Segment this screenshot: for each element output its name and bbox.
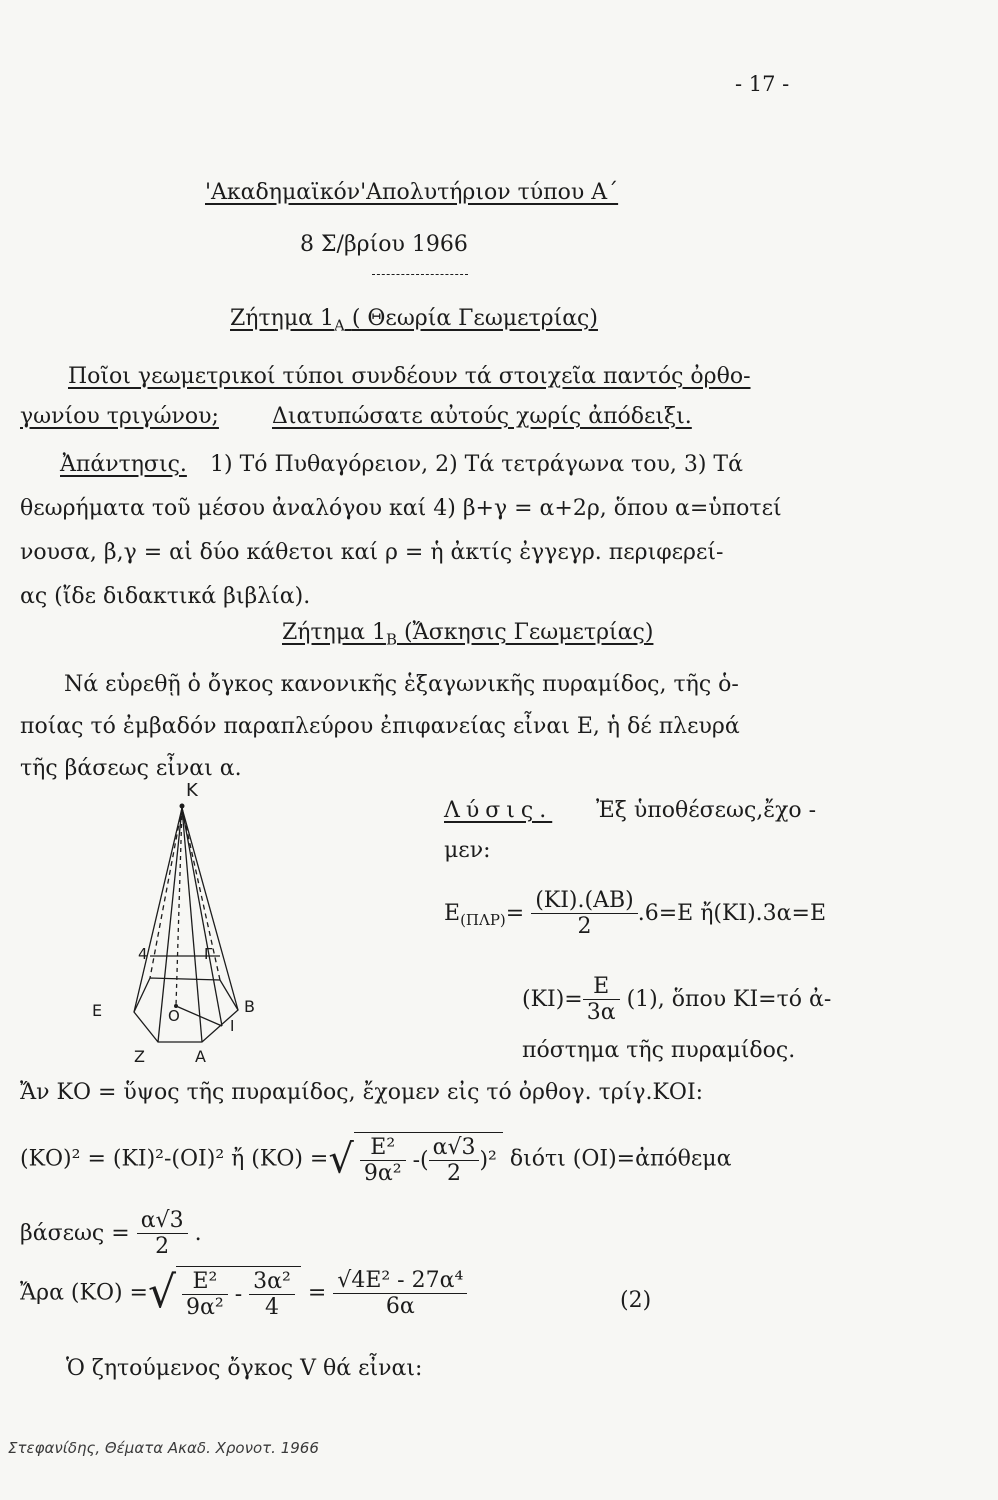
diagram-label-k: Κ [186,780,198,801]
problem-1b-line2: ποίας τό ἐμβαδόν παραπλεύρου ἐπιφανείας εἶναι Ε, ἡ δέ πλευρά [20,714,740,739]
problem-1a-question-line1: Ποῖοι γεωμετρικοί τύποι συνδέουν τά στοιχεῖα παντός ὀρθο- [68,364,751,389]
problem-1a-question-line2a: γωνίου τριγώνου; [20,404,219,429]
final-line: Ὁ ζητούμενος ὄγκος V θά εἶναι: [66,1356,423,1381]
equation-3: (ΚΟ)² = (ΚΙ)²-(ΟΙ)² ἤ (ΚΟ) =√ $\frac{\text{Ε²}}{\text{9α²}}$ -( $\frac{\alpha√3}{2}$ )² διότι (ΟΙ)=ἀπόθεμα [20,1132,731,1187]
diagram-label-i: Ι [230,1017,235,1035]
solution-intro-a: Ἐξ ὑποθέσεως,ἔχο - [596,798,817,823]
problem-1a-heading: Ζήτημα $1_A$ ( Θεωρία Γεωμετρίας) [230,306,598,335]
diagram-label-a: Α [195,1047,206,1066]
exam-title: 'Ακαδημαϊκόν'Απολυτήριον τύπου Α΄ [205,180,619,205]
equation-2: (ΚΙ)= $\frac{E}{3\alpha}$ (1), ὅπου ΚΙ=τό ἀ- [522,974,832,1026]
handwritten-footer: Στεφανίδης, Θέματα Ακαδ. Χρονοτ. 1966 [8,1439,319,1457]
problem-1b-heading: Ζήτημα $1_B$ (Ἄσκησις Γεωμετρίας) [282,620,654,649]
answer-label: Ἀπάντησις. [60,452,187,477]
diagram-label-o: Ο [168,1007,180,1025]
divider [372,274,468,275]
equation-2-continued: πόστημα τῆς πυραμίδος. [522,1038,796,1063]
diagram-label-z: Ζ [134,1047,145,1066]
diagram-label-b: Β [244,997,255,1016]
equation-4: βάσεως = $\frac{\alpha√3}{2}$ . [20,1208,202,1260]
equation-1: $E_{(\Pi\Lambda P)}=$ $\frac{(KI).(AB)}{2}$ .6=Ε ἤ(ΚΙ).3α=Ε [444,888,827,940]
equation-5-label: (2) [620,1288,652,1313]
answer-line4: ας (ἴδε διδακτικά βιβλία). [20,584,311,609]
solution-label: Λύσις. [444,798,553,823]
answer-line1: 1) Τό Πυθαγόρειον, 2) Τά τετράγωνα του, 3) Τά [210,452,743,477]
exam-date: 8 Σ/βρίου 1966 [300,232,468,257]
diagram-label-e: Ε [92,1001,103,1020]
answer-line3: νουσα, β,γ = αἱ δύο κάθετοι καί ρ = ἡ ἀκτίς ἐγγεγρ. περιφερεί- [20,540,724,565]
problem-1b-line1: Νά εὑρεθῇ ὁ ὄγκος κανονικῆς ἑξαγωνικῆς πυραμίδος, τῆς ὁ- [64,672,739,697]
answer-line2: θεωρήματα τοῦ μέσου ἀναλόγου καί 4) β+γ = α+2ρ, ὅπου α=ὑποτεί [20,496,782,521]
problem-1a-question-line2b: Διατυπώσατε αὐτούς χωρίς ἀπόδειξι. [272,404,692,429]
diagram-label-g: Γ [204,945,213,963]
solution-intro-b: μεν: [444,838,491,863]
diagram-label-4: 4 [138,945,148,963]
problem-1b-line3: τῆς βάσεως εἶναι α. [20,756,242,781]
equation-5: Ἄρα (ΚΟ) =√ $\frac{\text{Ε²}}{\text{9α²}}$ - $\frac{\text{3α²}}{4}$ = $\frac{\text{√4Ε² - 27α⁴}}{6\alpha}$ [20,1266,467,1321]
pyramid-diagram [110,780,270,1080]
page-number: - 17 - [735,72,790,96]
height-line: Ἄν ΚΟ = ὕψος τῆς πυραμίδος, ἔχομεν εἰς τό ὀρθογ. τρίγ.ΚΟΙ: [20,1080,704,1105]
